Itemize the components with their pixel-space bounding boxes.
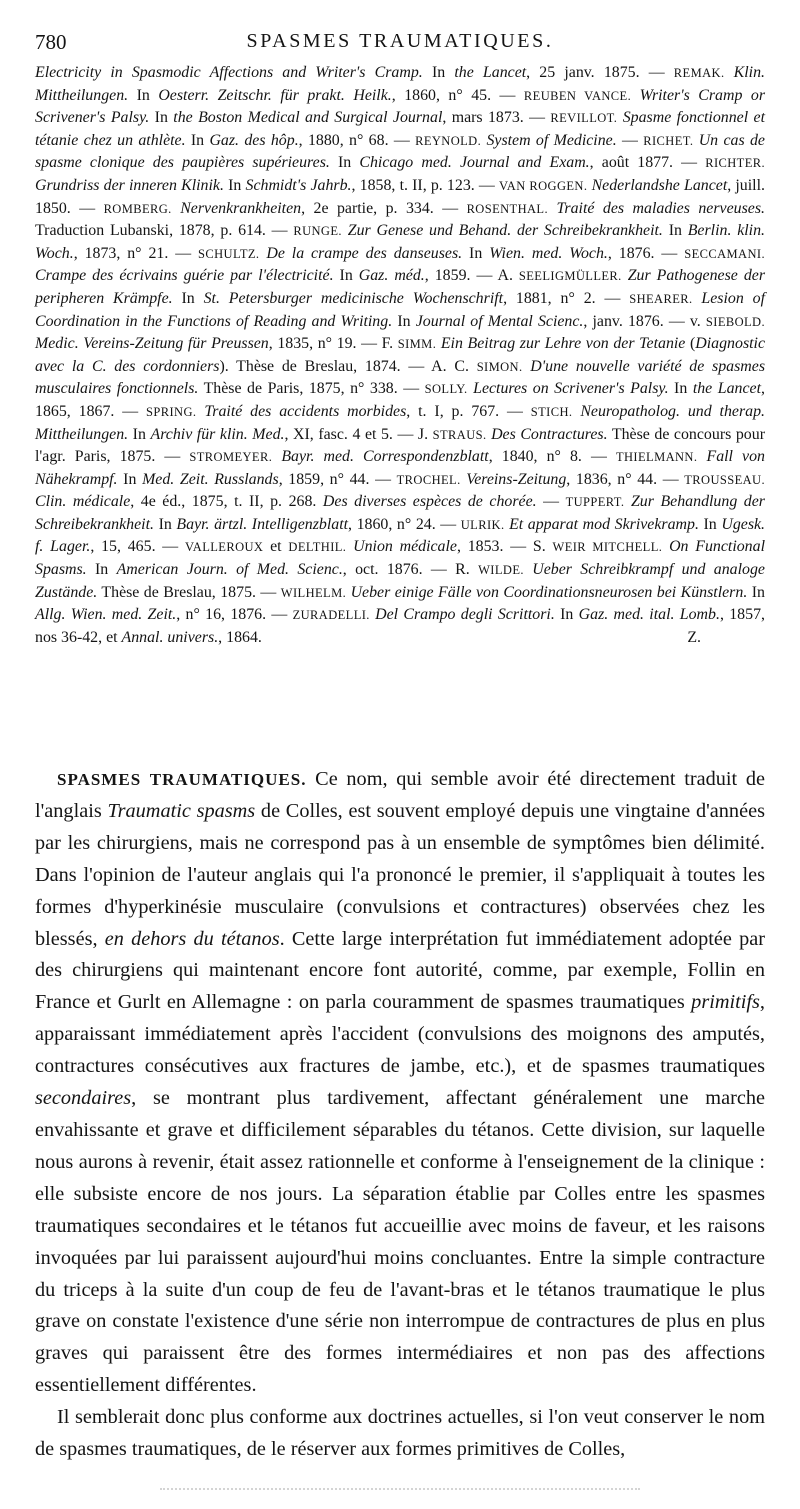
author-name: WEIR MITCHELL.	[552, 540, 663, 555]
text-run: ). Thèse de Breslau, 1874. — A. C.	[219, 357, 477, 375]
running-title: SPASMES TRAUMATIQUES.	[246, 30, 554, 52]
text-run: , 15, 465. —	[90, 538, 185, 556]
text-run: , oct. 1876. — R.	[342, 561, 479, 579]
article-body	[35, 764, 765, 1466]
italic-title: Berlin. klin. Woch.	[35, 222, 765, 262]
running-header	[35, 28, 765, 58]
text-run	[524, 561, 532, 578]
text-run: In	[329, 154, 360, 172]
italic-title: Writer's Cramp or Scrivener's Palsy.	[35, 86, 766, 127]
text-run: In	[185, 131, 210, 149]
author-name: REUBEN VANCE.	[523, 88, 632, 103]
italic-title: Nederlandshe Lancet	[591, 176, 728, 194]
author-name: RICHTER.	[705, 156, 766, 171]
text-run: In	[747, 583, 765, 601]
author-name: SCHULTZ.	[198, 246, 260, 261]
italic-title: Klin. Mittheilungen.	[35, 64, 765, 104]
text-run: In	[333, 267, 359, 285]
text-run: de Colles, est souvent employé depuis une vingtaine d'années par les chirurgiens, mais ne correspond pas à un ensemble de symptômes bien délimité. Dans l'opinion de l'auteur anglais qui l'a prononcé le premier, il s'appliquait à toutes les formes d'hyperkinésie musculaire (convulsions et contractures) observées chez les blessés,	[35, 799, 765, 950]
italic-title: Ueber Schreibkrampf und analoge Zustände.	[35, 561, 765, 601]
text-run: In	[462, 244, 490, 262]
text-run: In	[668, 380, 693, 398]
text-run: , 1836, n° 44. —	[566, 470, 685, 488]
author-name: SHEARER.	[629, 291, 693, 306]
text-run: In	[86, 561, 117, 579]
text-run: , janv. 1876. — v.	[583, 312, 706, 330]
text-run: (	[685, 335, 696, 353]
page-number: 780	[35, 30, 67, 54]
italic-title: Schmidt's Jahrb.	[245, 176, 352, 194]
text-run: In	[698, 515, 722, 533]
italic-title: St. Petersburger medicinische Wochenschrift	[203, 289, 504, 307]
text-run	[172, 200, 180, 217]
author-name: STICH.	[530, 404, 573, 419]
text-run: In	[422, 64, 455, 81]
text-run: , 1859. — A.	[424, 267, 519, 285]
italic-title: Gaz. med. ital. Lomb.	[578, 606, 720, 624]
text-run: , apparaissant immédiatement après l'accident (convulsions des moignons des amputés, contractures consécutives aux fractures de jambe, etc.), et de spasmes traumatiques	[35, 991, 765, 1078]
italic-title: Bayr. med. Correspondenzblatt	[281, 448, 489, 466]
text-run: , 25 janv. 1875. —	[526, 64, 674, 81]
italic-title: Zur Genese und Behand. der Schreibekrankheit.	[347, 222, 663, 240]
italic-title: Lesion of Coordination in the Functions of Reading and Writing.	[35, 289, 765, 330]
text-run: , 1864.	[218, 628, 262, 646]
article-paragraph: Il semblerait donc plus conforme aux doctrines actuelles, si l'on veut conserver le nom de spasmes traumatiques, de le réserver aux formes primitives de Colles,	[35, 1406, 765, 1461]
text-run: , n° 16, 1876. —	[176, 606, 293, 624]
author-name: VAN ROGGEN.	[498, 178, 588, 193]
italic-title: System of Medicine.	[486, 131, 617, 149]
italic-title: Gaz. méd.	[358, 267, 425, 285]
bibliography-text	[35, 62, 765, 648]
italic-title: Zur Pathogenese der peripheren Krämpfe.	[35, 267, 765, 307]
author-signature: Z.	[687, 628, 701, 646]
text-run: , juill. 1850. —	[35, 176, 765, 217]
author-name: ROSENTHAL.	[466, 201, 548, 216]
author-name: SIMM.	[397, 337, 437, 352]
author-name: THIELMANN.	[615, 450, 698, 465]
author-name: ULRIK.	[460, 517, 505, 532]
text-run: , 2e partie, p. 334. —	[301, 199, 467, 217]
italic-title: Crampe des écrivains guérie par l'électricité.	[35, 267, 334, 285]
italic-title: De la crampe des danseuses.	[266, 244, 463, 262]
italic-title: Lectures on Scrivener's Palsy.	[473, 380, 669, 398]
italic-title: Del Crampo degli Scrittori.	[375, 606, 555, 624]
author-name: ROMBERG.	[103, 201, 172, 216]
text-run: , 1881, n° 2. —	[503, 289, 630, 307]
text-run: In	[554, 606, 579, 624]
author-name: VALLEROUX	[184, 540, 264, 555]
text-run: , 1853. — S.	[456, 538, 553, 556]
italic-title: Neuropatholog. und therap. Mittheilungen.	[35, 402, 765, 443]
italic-title: Et apparat mod Skrivekramp.	[509, 515, 699, 533]
author-name: SIMON.	[476, 359, 523, 374]
italic-title: Oesterr. Zeitschr. für prakt. Heilk.	[158, 86, 392, 104]
italic-title: primitifs	[691, 991, 760, 1014]
italic-title: Un cas de spasme clonique des paupières supérieures.	[35, 131, 765, 172]
author-name: WILDE.	[478, 563, 524, 578]
italic-title: American Journ. of Med. Scienc.	[116, 561, 343, 579]
author-name: TROUSSEAU.	[684, 472, 765, 487]
text-run: , 1858, t. II, p. 123. —	[351, 176, 499, 194]
italic-title: Wien. med. Woch.	[489, 244, 608, 262]
italic-title: Traité des accidents morbides	[204, 402, 407, 420]
italic-title: Nervenkrankheiten	[180, 199, 302, 217]
text-run: In	[172, 289, 204, 307]
text-run: , mars 1873. —	[442, 109, 551, 127]
article-paragraph	[35, 764, 765, 1402]
text-run: , XI, fasc. 4 et 5. — J.	[284, 425, 433, 443]
italic-title: Bayr. ärtzl. Intelligenzblatt	[176, 515, 349, 533]
text-run: —	[536, 493, 566, 511]
text-run: , 1835, n° 19. — F.	[268, 335, 398, 353]
text-run: Ce nom, qui semble avoir été directement traduit de l'anglais	[35, 768, 765, 822]
text-run: , 4e éd., 1875, t. II, p. 268.	[130, 493, 323, 511]
author-name: RICHET.	[643, 133, 694, 148]
italic-title: Electricity in Spasmodic Affections and Writer's Cramp.	[35, 64, 423, 81]
author-name: SIEBOLD.	[705, 314, 766, 329]
italic-title: Traumatic spasms	[107, 799, 256, 822]
italic-title: D'une nouvelle variété de spasmes musculaires fonctionnels.	[35, 357, 766, 398]
text-run	[631, 87, 639, 104]
italic-title: Med. Zeit. Russlands	[142, 470, 279, 488]
author-name: SPRING.	[146, 404, 197, 419]
italic-title: the Lancet	[692, 380, 761, 398]
italic-title: Ueber einige Fälle von Coordinationsneurosen bei Künstlern.	[350, 583, 748, 601]
text-run: In	[128, 86, 159, 104]
text-run: , 1873, n° 21. —	[73, 244, 199, 262]
text-run: Thèse de Paris, 1875, n° 338. —	[198, 380, 425, 398]
italic-title: Archiv für klin. Med.	[150, 425, 285, 443]
italic-title: On Functional Spasms.	[35, 538, 765, 579]
author-name: STRAUS.	[432, 427, 487, 442]
italic-title: Journal of Mental Scienc.	[415, 312, 584, 330]
text-run: In	[128, 425, 151, 443]
italic-title: Gaz. des hôp.	[209, 131, 299, 149]
italic-title: secondaires	[35, 1087, 132, 1110]
author-name: WILHELM.	[280, 585, 347, 600]
author-name: SEELIGMÜLLER.	[518, 269, 622, 284]
text-run: Thèse de Breslau, 1875. —	[97, 583, 281, 601]
text-run: , 1857, nos 36-42, et	[35, 606, 765, 646]
italic-title: Des diverses espèces de chorée.	[322, 493, 537, 511]
article-headword: SPASMES TRAUMATIQUES.	[57, 770, 307, 789]
author-name: STROMEYER.	[189, 450, 273, 465]
italic-title: Clin. médicale	[35, 493, 131, 511]
text-run: In	[154, 515, 177, 533]
italic-title: Grundriss der inneren Klinik.	[35, 176, 224, 194]
text-run: Thèse de concours pour l'agr. Paris, 1875. —	[35, 425, 765, 466]
text-run: , 1876. —	[607, 244, 685, 262]
italic-title: Medic. Vereins-Zeitung für Preussen	[35, 335, 269, 353]
italic-title: Ugesk. f. Lager.	[35, 515, 766, 556]
author-name: TUPPERT.	[565, 495, 625, 510]
text-run: , août 1877. —	[589, 154, 706, 172]
italic-title: Fall von Nähekrampf.	[35, 448, 765, 488]
text-run: , 1859, n° 44. —	[278, 470, 397, 488]
italic-title: Diagnostic avec la C. des cordonniers	[35, 335, 766, 375]
author-name: ZURADELLI.	[292, 608, 370, 623]
text-run: Traduction Lubanski, 1878, p. 614. —	[35, 222, 294, 240]
italic-title: Zur Behandlung der Schreibekrankheit.	[35, 493, 765, 533]
bibliography-block	[35, 62, 765, 648]
page-bottom-rule	[160, 1488, 640, 1493]
author-name: SECCAMANI.	[684, 246, 765, 261]
text-run: In	[149, 109, 174, 127]
italic-title: Spasme fonctionnel et tétanie chez un athlète.	[35, 109, 765, 149]
text-run: , se montrant plus tardivement, affectant généralement une marche envahissante et grave et difficilement séparables du tétanos. Cette division, sur laquelle nous aurons à revenir, était assez rationnelle et conforme à l'enseignement de la clinique : elle subsiste encore de nos jours. La séparation établie par Colles entre les spasmes traumatiques secondaires et le tétanos fut accueillie avec moins de faveur, et les raisons invoquées par lui paraissent aujourd'hui moins concluantes. Entre la simple contracture du triceps à la suite d'un coup de feu de l'avant-bras et le tétanos traumatique le plus grave on constate l'existence d'une série non interrompue de contractures de plus en plus graves qui paraissent être des formes intermédiaires et non pas des affections essentiellement différentes.	[35, 1087, 765, 1397]
text-run: , 1840, n° 8. —	[488, 448, 616, 466]
text-run: In	[392, 312, 416, 330]
italic-title: the Lancet	[454, 64, 527, 81]
text-run: et	[263, 538, 289, 556]
text-run: . Cette large interprétation fut immédiatement adoptée par des chirurgiens qui maintenant encore font autorité, comme, par exemple, Follin en France et Gurlt en Allemagne : on parla couramment de spasmes traumatiques	[35, 927, 766, 1014]
text-run: , t. I, p. 767. —	[406, 402, 531, 420]
text-run: In	[662, 222, 688, 240]
italic-title: Chicago med. Journal and Exam.	[359, 154, 590, 172]
text-run: , 1860, n° 45. —	[391, 86, 524, 104]
author-name: REYNOLD.	[415, 133, 482, 148]
author-name: SOLLY.	[424, 382, 468, 397]
text-run: , 1865, 1867. —	[35, 380, 765, 420]
text-run	[272, 448, 281, 465]
italic-title: en dehors du tétanos	[104, 927, 280, 950]
italic-title: the Boston Medical and Surgical Journal	[173, 109, 443, 127]
text-run	[724, 64, 733, 81]
italic-title: Des Contractures.	[491, 425, 608, 443]
italic-title: Ein Beitrag zur Lehre von der Tetanie	[440, 335, 686, 353]
text-run: , 1860, n° 24. —	[348, 515, 461, 533]
text-run: In	[117, 470, 143, 488]
author-name: REVILLOT.	[550, 111, 618, 126]
italic-title: Traité des maladies nerveuses.	[556, 199, 765, 217]
author-name: RUNGE.	[293, 224, 342, 239]
italic-title: Allg. Wien. med. Zeit.	[35, 606, 177, 624]
italic-title: Union médicale	[353, 538, 457, 556]
author-name: DELTHIL.	[288, 540, 347, 555]
italic-title: Vereins-Zeitung	[466, 470, 567, 488]
author-name: TROCHEL.	[396, 472, 461, 487]
text-run: In	[223, 176, 246, 194]
author-name: REMAK.	[673, 66, 725, 80]
italic-title: Annal. univers.	[121, 628, 219, 646]
text-run: —	[616, 131, 644, 149]
text-run: , 1880, n° 68. —	[298, 131, 416, 149]
